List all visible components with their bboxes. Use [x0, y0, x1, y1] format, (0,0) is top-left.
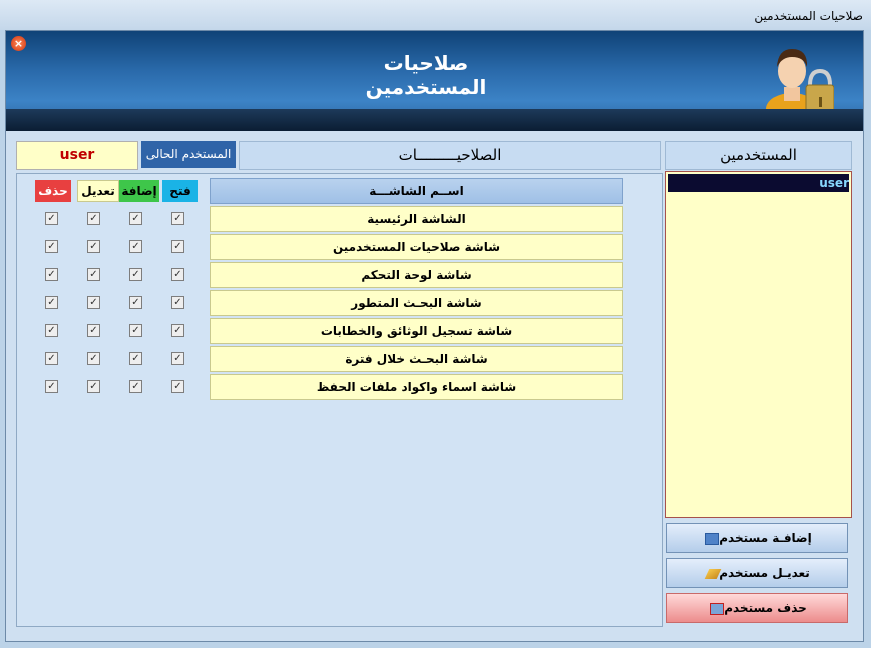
screen-row: شاشة لوحة التحكم	[210, 262, 623, 288]
open-permission-checkbox[interactable]: ✓	[171, 212, 184, 225]
delete-permission-checkbox[interactable]: ✓	[45, 352, 58, 365]
window-title: صلاحيات المستخدمين	[754, 9, 863, 23]
content-area	[6, 131, 863, 641]
open-permission-checkbox[interactable]: ✓	[171, 380, 184, 393]
banner-title: صلاحيات المستخدمين	[365, 51, 487, 99]
delete-permission-checkbox[interactable]: ✓	[45, 380, 58, 393]
add-permission-checkbox[interactable]: ✓	[129, 296, 142, 309]
open-permission-checkbox[interactable]: ✓	[171, 324, 184, 337]
add-permission-checkbox[interactable]: ✓	[129, 352, 142, 365]
open-column-header: فتح	[162, 180, 198, 202]
add-permission-checkbox[interactable]: ✓	[129, 240, 142, 253]
add-permission-checkbox[interactable]: ✓	[129, 212, 142, 225]
edit-permission-checkbox[interactable]: ✓	[87, 352, 100, 365]
delete-user-icon	[710, 603, 724, 615]
delete-user-button[interactable]: حذف مستخدم	[666, 593, 848, 623]
edit-permission-checkbox[interactable]: ✓	[87, 380, 100, 393]
screen-row: شاشة صلاحيات المستخدمين	[210, 234, 623, 260]
screen-row: الشاشة الرئيسية	[210, 206, 623, 232]
title-bar	[0, 0, 871, 30]
permissions-window	[5, 30, 864, 642]
users-header: المستخدمين	[665, 141, 852, 170]
screen-row: شاشة اسماء واكواد ملفات الحفظ	[210, 374, 623, 400]
edit-permission-checkbox[interactable]: ✓	[87, 296, 100, 309]
banner-stripe	[6, 109, 863, 131]
edit-permission-checkbox[interactable]: ✓	[87, 324, 100, 337]
delete-column-header: حذف	[35, 180, 71, 202]
screen-row: شاشة تسجيل الوثائق والخطابات	[210, 318, 623, 344]
screen-name-header: اســم الشاشـــة	[210, 178, 623, 204]
edit-permission-checkbox[interactable]: ✓	[87, 212, 100, 225]
add-user-button[interactable]: إضافـة مستخدم	[666, 523, 848, 553]
delete-permission-checkbox[interactable]: ✓	[45, 212, 58, 225]
delete-permission-checkbox[interactable]: ✓	[45, 268, 58, 281]
screen-row: شاشة البحـث خلال فترة	[210, 346, 623, 372]
permissions-panel	[16, 173, 663, 627]
add-permission-checkbox[interactable]: ✓	[129, 268, 142, 281]
open-permission-checkbox[interactable]: ✓	[171, 296, 184, 309]
current-user-button[interactable]: المستخدم الحالى	[141, 141, 236, 168]
open-permission-checkbox[interactable]: ✓	[171, 268, 184, 281]
delete-permission-checkbox[interactable]: ✓	[45, 324, 58, 337]
close-icon[interactable]: ×	[11, 36, 26, 51]
delete-permission-checkbox[interactable]: ✓	[45, 240, 58, 253]
delete-permission-checkbox[interactable]: ✓	[45, 296, 58, 309]
users-list[interactable]	[665, 171, 852, 518]
add-user-icon	[705, 533, 719, 545]
edit-user-button[interactable]: تعديـل مستخدم	[666, 558, 848, 588]
add-column-header: إضافة	[119, 180, 159, 202]
current-user-field: user	[16, 141, 138, 170]
screen-row: شاشة البحـث المتطور	[210, 290, 623, 316]
edit-permission-checkbox[interactable]: ✓	[87, 240, 100, 253]
open-permission-checkbox[interactable]: ✓	[171, 352, 184, 365]
edit-column-header: تعديل	[77, 180, 119, 202]
open-permission-checkbox[interactable]: ✓	[171, 240, 184, 253]
add-permission-checkbox[interactable]: ✓	[129, 380, 142, 393]
add-permission-checkbox[interactable]: ✓	[129, 324, 142, 337]
user-list-item[interactable]: user	[668, 174, 849, 192]
banner	[6, 31, 863, 131]
permissions-header: الصلاحيـــــــــات	[239, 141, 661, 170]
edit-permission-checkbox[interactable]: ✓	[87, 268, 100, 281]
